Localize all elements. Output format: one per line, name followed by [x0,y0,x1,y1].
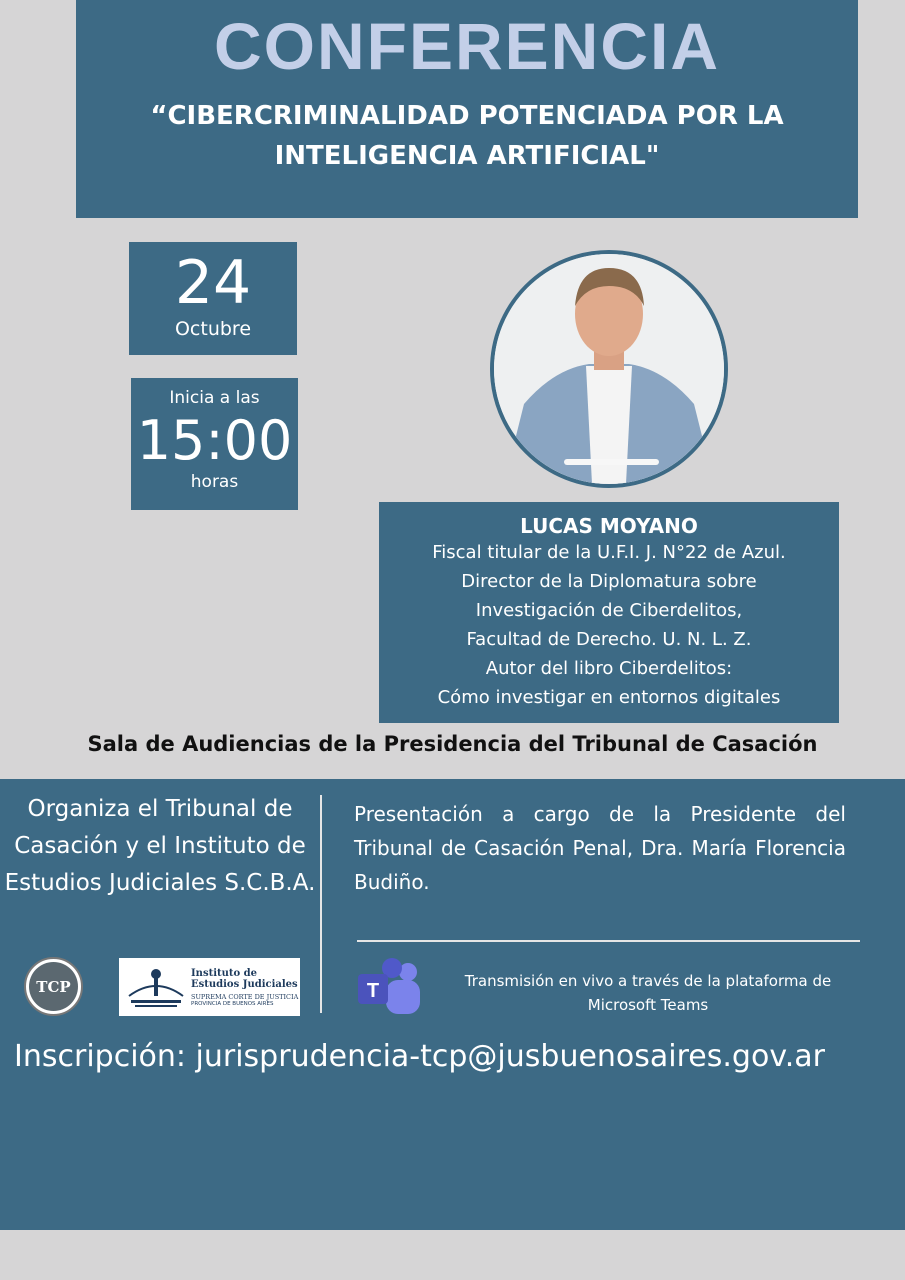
ied-logo-line: Instituto de [191,968,258,979]
ied-logo-line: PROVINCIA DE BUENOS AIRES [191,1001,274,1007]
vertical-divider [320,795,322,1013]
speaker-photo [490,250,728,488]
conference-title: CONFERENCIA [213,9,720,83]
tcp-logo-text: TCP [29,962,78,1011]
streaming-text: Transmisión en vivo a través de la plataforma de Microsoft Teams [464,972,832,1014]
speaker-portrait-icon [494,254,724,484]
svg-text:T: T [366,980,380,1002]
date-day: 24 [174,248,252,318]
date-box [129,242,297,355]
speaker-name: LUCAS MOYANO [520,514,698,538]
time-value: 15:00 [136,409,293,472]
time-prefix: Inicia a las [169,388,260,408]
speaker-box [379,502,839,723]
time-box [131,378,298,510]
speaker-line: Facultad de Derecho. U. N. L. Z. [466,629,752,650]
speaker-line: Autor del libro Ciberdelitos: [485,658,733,679]
justice-seal-icon [121,958,191,1016]
speaker-line: Director de la Diplomatura sobre [461,571,757,592]
speaker-line: Cómo investigar en entornos digitales [437,687,781,708]
conference-subtitle: “CIBERCRIMINALIDAD POTENCIADA POR LA INTELIGENCIA ARTIFICIAL" [150,101,784,171]
bottom-panel [0,779,905,1230]
speaker-line: Fiscal titular de la U.F.I. J. N°22 de Azul. [432,542,786,563]
organizer-text: Organiza el Tribunal de Casación y el Instituto de Estudios Judiciales S.C.B.A. [4,796,316,896]
inscription-email[interactable]: Inscripción: jurisprudencia-tcp@jusbuenosaires.gov.ar [14,1039,826,1074]
speaker-line: Investigación de Ciberdelitos, [475,600,743,621]
ied-logo [119,958,300,1016]
presentation-text: Presentación a cargo de la Presidente del Tribunal de Casación Penal, Dra. María Florencia Budiño. [354,802,846,894]
ied-logo-line: Estudios Judiciales [191,979,298,990]
header-banner [76,0,858,218]
ied-logo-line: SUPREMA CORTE DE JUSTICIA [191,993,299,1001]
tcp-logo [24,957,83,1016]
microsoft-teams-icon [356,958,426,1018]
venue-text: Sala de Audiencias de la Presidencia del Tribunal de Casación [87,732,818,756]
time-suffix: horas [190,472,239,492]
date-month: Octubre [174,318,252,340]
horizontal-divider [357,940,860,942]
